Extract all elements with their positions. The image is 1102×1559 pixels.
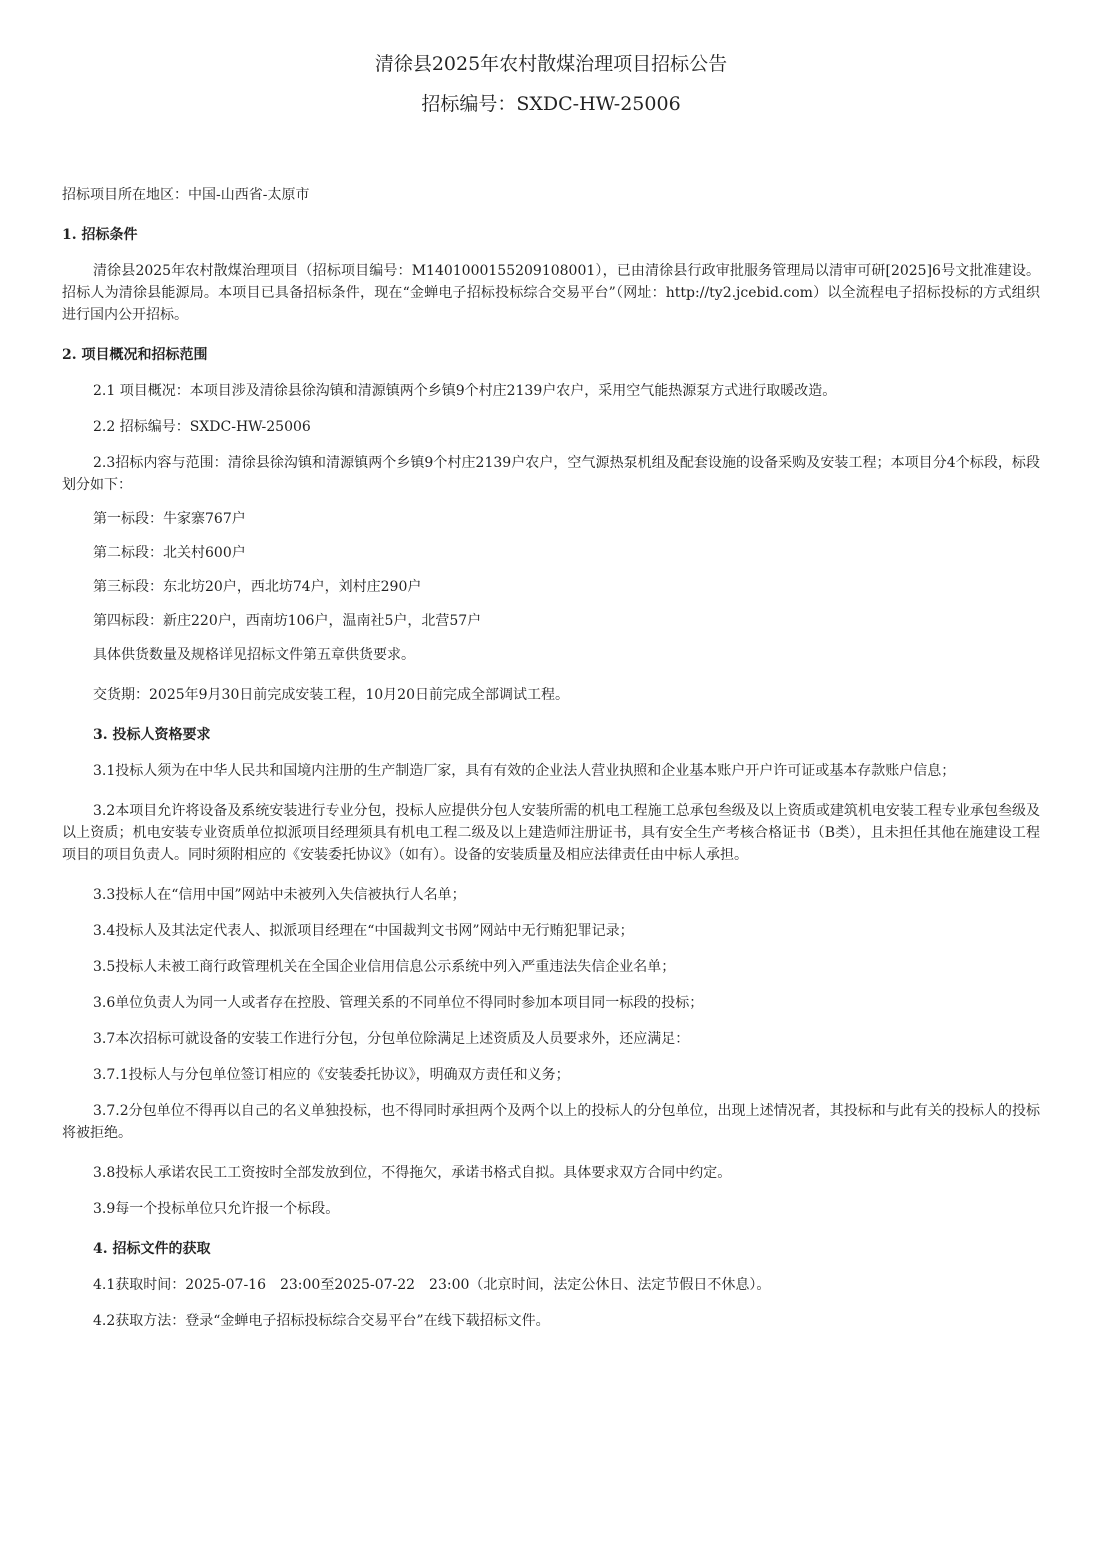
tender-conditions-paragraph: 清徐县2025年农村散煤治理项目（招标项目编号：M1401000155209108001），已由清徐县行政审批服务管理局以清审可研[2025]6号文批准建设。招标人为清徐县能源局。本项目已具备招标条件，现在“金蝉电子招标投标综合交易平台”（网址：http://ty2.jcebid.com）以全流程电子招标投标的方式组织进行国内公开招标。 bbox=[62, 263, 1040, 323]
section-heading-tender-conditions: 1. 招标条件 bbox=[62, 227, 138, 243]
qualification-item: 3.5投标人未被工商行政管理机关在全国企业信用信息公示系统中列入严重违法失信企业名单； bbox=[93, 959, 676, 975]
section-heading-bidder-qualification: 3. 投标人资格要求 bbox=[93, 727, 211, 743]
acquisition-time-paragraph: 4.1获取时间：2025-07-16 23:00至2025-07-22 23:00（北京时间，法定公休日、法定节假日不休息）。 bbox=[93, 1277, 771, 1293]
tender-announcement bbox=[62, 50, 1040, 1332]
project-region: 招标项目所在地区：中国-山西省-太原市 bbox=[62, 187, 310, 203]
tender-number-subtitle: 招标编号：SXDC-HW-25006 bbox=[421, 93, 681, 115]
qualification-item: 3.2本项目允许将设备及系统安装进行专业分包，投标人应提供分包人安装所需的机电工程施工总承包叁级及以上资质或建筑机电安装工程专业承包叁级及以上资质；机电安装专业资质单位拟派项目经理须具有机电工程二级及以上建造师注册证书，具有安全生产考核合格证书（B类），且未担任其他在施建设工程项目的项目负责人。同时须附相应的《安装委托协议》（如有）。设备的安装质量及相应法律责任由中标人承担。 bbox=[62, 803, 1040, 863]
lot-item: 第一标段：牛家寨767户 bbox=[93, 511, 246, 527]
lot-item: 第三标段：东北坊20户，西北坊74户，刘村庄290户 bbox=[93, 579, 422, 595]
lot-item: 第二标段：北关村600户 bbox=[93, 545, 246, 561]
supply-requirement-note: 具体供货数量及规格详见招标文件第五章供货要求。 bbox=[93, 647, 415, 663]
qualification-item: 3.3投标人在“信用中国”网站中未被列入失信被执行人名单； bbox=[93, 887, 466, 903]
acquisition-method-paragraph: 4.2获取方法：登录“金蝉电子招标投标综合交易平台”在线下载招标文件。 bbox=[93, 1313, 550, 1329]
qualification-item: 3.4投标人及其法定代表人、拟派项目经理在“中国裁判文书网”网站中无行贿犯罪记录； bbox=[93, 923, 634, 939]
qualification-item: 3.1投标人须为在中华人民共和国境内注册的生产制造厂家，具有有效的企业法人营业执照和企业基本账户开户许可证或基本存款账户信息； bbox=[93, 763, 956, 779]
qualification-item: 3.7.2分包单位不得再以自己的名义单独投标，也不得同时承担两个及两个以上的投标人的分包单位，出现上述情况者，其投标和与此有关的投标人的投标将被拒绝。 bbox=[62, 1103, 1040, 1141]
qualification-item: 3.7本次招标可就设备的安装工作进行分包，分包单位除满足上述资质及人员要求外，还应满足： bbox=[93, 1031, 690, 1047]
tender-scope-paragraph: 2.3招标内容与范围：清徐县徐沟镇和清源镇两个乡镇9个村庄2139户农户，空气源热泵机组及配套设施的设备采购及安装工程；本项目分4个标段，标段划分如下： bbox=[62, 455, 1040, 493]
qualification-item: 3.8投标人承诺农民工工资按时全部发放到位，不得拖欠，承诺书格式自拟。具体要求双方合同中约定。 bbox=[93, 1165, 732, 1181]
lot-item: 第四标段：新庄220户，西南坊106户，温南社5户，北营57户 bbox=[93, 613, 482, 629]
section-heading-project-overview: 2. 项目概况和招标范围 bbox=[62, 347, 208, 363]
qualification-item: 3.9每一个投标单位只允许报一个标段。 bbox=[93, 1201, 340, 1217]
page-title: 清徐县2025年农村散煤治理项目招标公告 bbox=[374, 53, 728, 75]
tender-number-paragraph: 2.2 招标编号：SXDC-HW-25006 bbox=[93, 419, 311, 435]
qualification-item: 3.6单位负责人为同一人或者存在控股、管理关系的不同单位不得同时参加本项目同一标段的投标； bbox=[93, 995, 704, 1011]
delivery-period-paragraph: 交货期：2025年9月30日前完成安装工程，10月20日前完成全部调试工程。 bbox=[93, 687, 569, 703]
qualification-item: 3.7.1投标人与分包单位签订相应的《安装委托协议》，明确双方责任和义务； bbox=[93, 1067, 570, 1083]
project-overview-paragraph: 2.1 项目概况：本项目涉及清徐县徐沟镇和清源镇两个乡镇9个村庄2139户农户，采用空气能热源泵方式进行取暖改造。 bbox=[93, 383, 837, 399]
section-heading-document-acquisition: 4. 招标文件的获取 bbox=[93, 1241, 211, 1257]
